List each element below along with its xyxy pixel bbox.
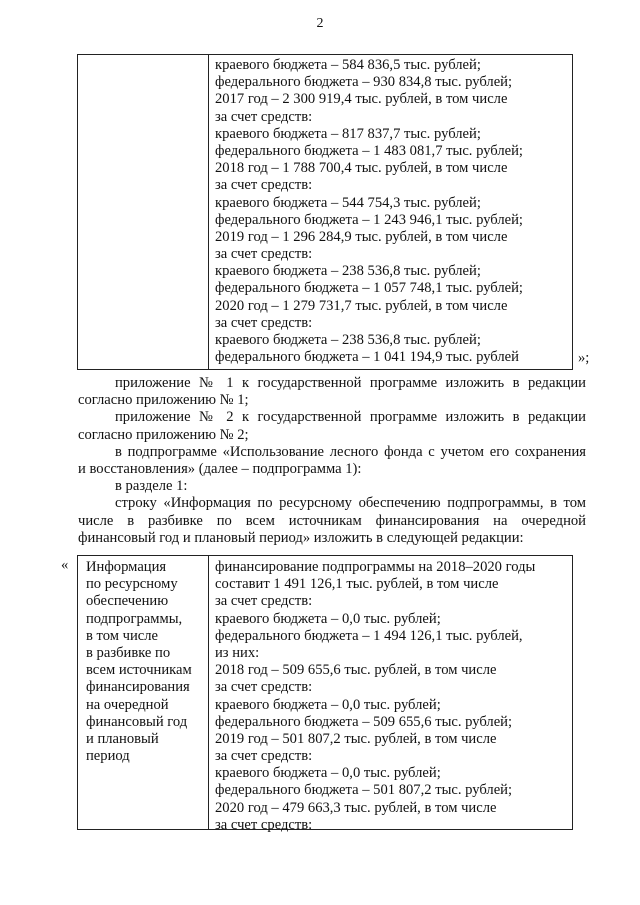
- subprogram-funding-table: [77, 555, 573, 833]
- table2-value-line: краевого бюджета – 0,0 тыс. рублей;: [215, 696, 441, 713]
- table2-value-line: за счет средств:: [215, 679, 313, 696]
- table1-line: федерального бюджета – 1 483 081,7 тыс. рублей;: [215, 142, 523, 159]
- table1-line: за счет средств:: [215, 108, 313, 125]
- table2-value-line: федерального бюджета – 501 807,2 тыс. рублей;: [215, 782, 513, 799]
- table1-line: 2018 год – 1 788 700,4 тыс. рублей, в том числе: [215, 160, 508, 177]
- paragraph-subprogram-line2: и восстановления» (далее – подпрограмма 1):: [78, 460, 362, 477]
- table2-value-line: федерального бюджета – 1 494 126,1 тыс. рублей,: [215, 627, 523, 644]
- table2-label-line: всем источникам: [86, 662, 192, 679]
- table2-value-line: финансирование подпрограммы на 2018–2020 годы: [215, 559, 536, 575]
- page-number: 2: [316, 16, 324, 31]
- paragraph-subprogram-line1: в подпрограмме «Использование лесного фонда с учетом его сохранения: [115, 443, 586, 460]
- table1-line: за счет средств:: [215, 177, 313, 194]
- table2-label-line: финансовый год: [86, 713, 188, 730]
- table1-line: федерального бюджета – 1 041 194,9 тыс. рублей: [215, 349, 519, 366]
- paragraph-row-line2: числе в разбивке по всем источникам финансирования на очередной: [78, 512, 586, 529]
- paragraph-appendix-1-line1: приложение № 1 к государственной программе изложить в редакции: [115, 375, 586, 391]
- table2-label-line: и плановый: [86, 730, 159, 747]
- table1-line: краевого бюджета – 238 536,8 тыс. рублей;: [215, 332, 481, 348]
- table1-line: 2020 год – 1 279 731,7 тыс. рублей, в том числе: [215, 297, 508, 314]
- table2-label-line: период: [86, 748, 130, 765]
- paragraph-appendix-1-line2: согласно приложению № 1;: [78, 392, 249, 409]
- paragraph-row-line1: строку «Информация по ресурсному обеспечению подпрограммы, в том: [115, 495, 586, 512]
- table1-right-cell: [215, 57, 570, 366]
- closing-quote: »;: [578, 350, 590, 366]
- table1-line: федерального бюджета – 1 057 748,1 тыс. рублей;: [215, 280, 523, 297]
- table1-line: краевого бюджета – 238 536,8 тыс. рублей;: [215, 263, 481, 280]
- table1-line: за счет средств:: [215, 246, 313, 263]
- table2-right-cell: [215, 559, 570, 834]
- table1-line: краевого бюджета – 544 754,3 тыс. рублей;: [215, 194, 481, 211]
- table2-value-line: краевого бюджета – 0,0 тыс. рублей;: [215, 765, 441, 782]
- table2-label-line: в том числе: [86, 627, 159, 644]
- table2-value-line: составит 1 491 126,1 тыс. рублей, в том числе: [215, 576, 499, 593]
- table2-label-line: по ресурсному: [86, 576, 178, 593]
- table2-label-line: финансирования: [86, 679, 190, 696]
- table1-line: за счет средств:: [215, 314, 313, 331]
- table2-value-line: из них:: [215, 644, 260, 661]
- table1-line: 2019 год – 1 296 284,9 тыс. рублей, в том числе: [215, 228, 508, 245]
- table1-line: федерального бюджета – 1 243 946,1 тыс. рублей;: [215, 211, 523, 228]
- table2-value-line: за счет средств:: [215, 748, 313, 765]
- table1-left-cell: [78, 55, 209, 369]
- paragraph-appendix-2-line2: согласно приложению № 2;: [78, 426, 249, 443]
- table2-label-line: на очередной: [86, 696, 169, 713]
- table1-line: краевого бюджета – 584 836,5 тыс. рублей;: [215, 57, 481, 73]
- table1-line: краевого бюджета – 817 837,7 тыс. рублей;: [215, 125, 481, 142]
- body-text: [78, 375, 586, 547]
- table2-label-line: обеспечению: [86, 593, 169, 610]
- table1-line: федерального бюджета – 930 834,8 тыс. рублей;: [215, 74, 513, 91]
- funding-table-continued: [77, 54, 573, 370]
- table2-value-line: за счет средств:: [215, 593, 313, 610]
- table2-value-line: 2019 год – 501 807,2 тыс. рублей, в том числе: [215, 730, 497, 747]
- table2-value-line: 2018 год – 509 655,6 тыс. рублей, в том числе: [215, 662, 497, 679]
- table2-label-line: Информация: [86, 559, 167, 575]
- paragraph-row-line3: финансовый год и плановый период» изложить в следующей редакции:: [78, 529, 524, 546]
- table1-line: 2017 год – 2 300 919,4 тыс. рублей, в том числе: [215, 91, 508, 108]
- table2-value-line: федерального бюджета – 509 655,6 тыс. рублей;: [215, 713, 513, 730]
- table2-value-line: 2020 год – 479 663,3 тыс. рублей, в том числе: [215, 799, 497, 816]
- table2-left-cell: [78, 556, 209, 829]
- table2-value-line: за счет средств:: [215, 816, 313, 833]
- table2-label-line: в разбивке по: [86, 644, 171, 661]
- opening-quote: «: [61, 557, 69, 573]
- table2-label-line: подпрограммы,: [86, 610, 183, 627]
- paragraph-section-1: в разделе 1:: [115, 478, 188, 495]
- table2-value-line: краевого бюджета – 0,0 тыс. рублей;: [215, 610, 441, 627]
- paragraph-appendix-2-line1: приложение № 2 к государственной программе изложить в редакции: [115, 409, 586, 426]
